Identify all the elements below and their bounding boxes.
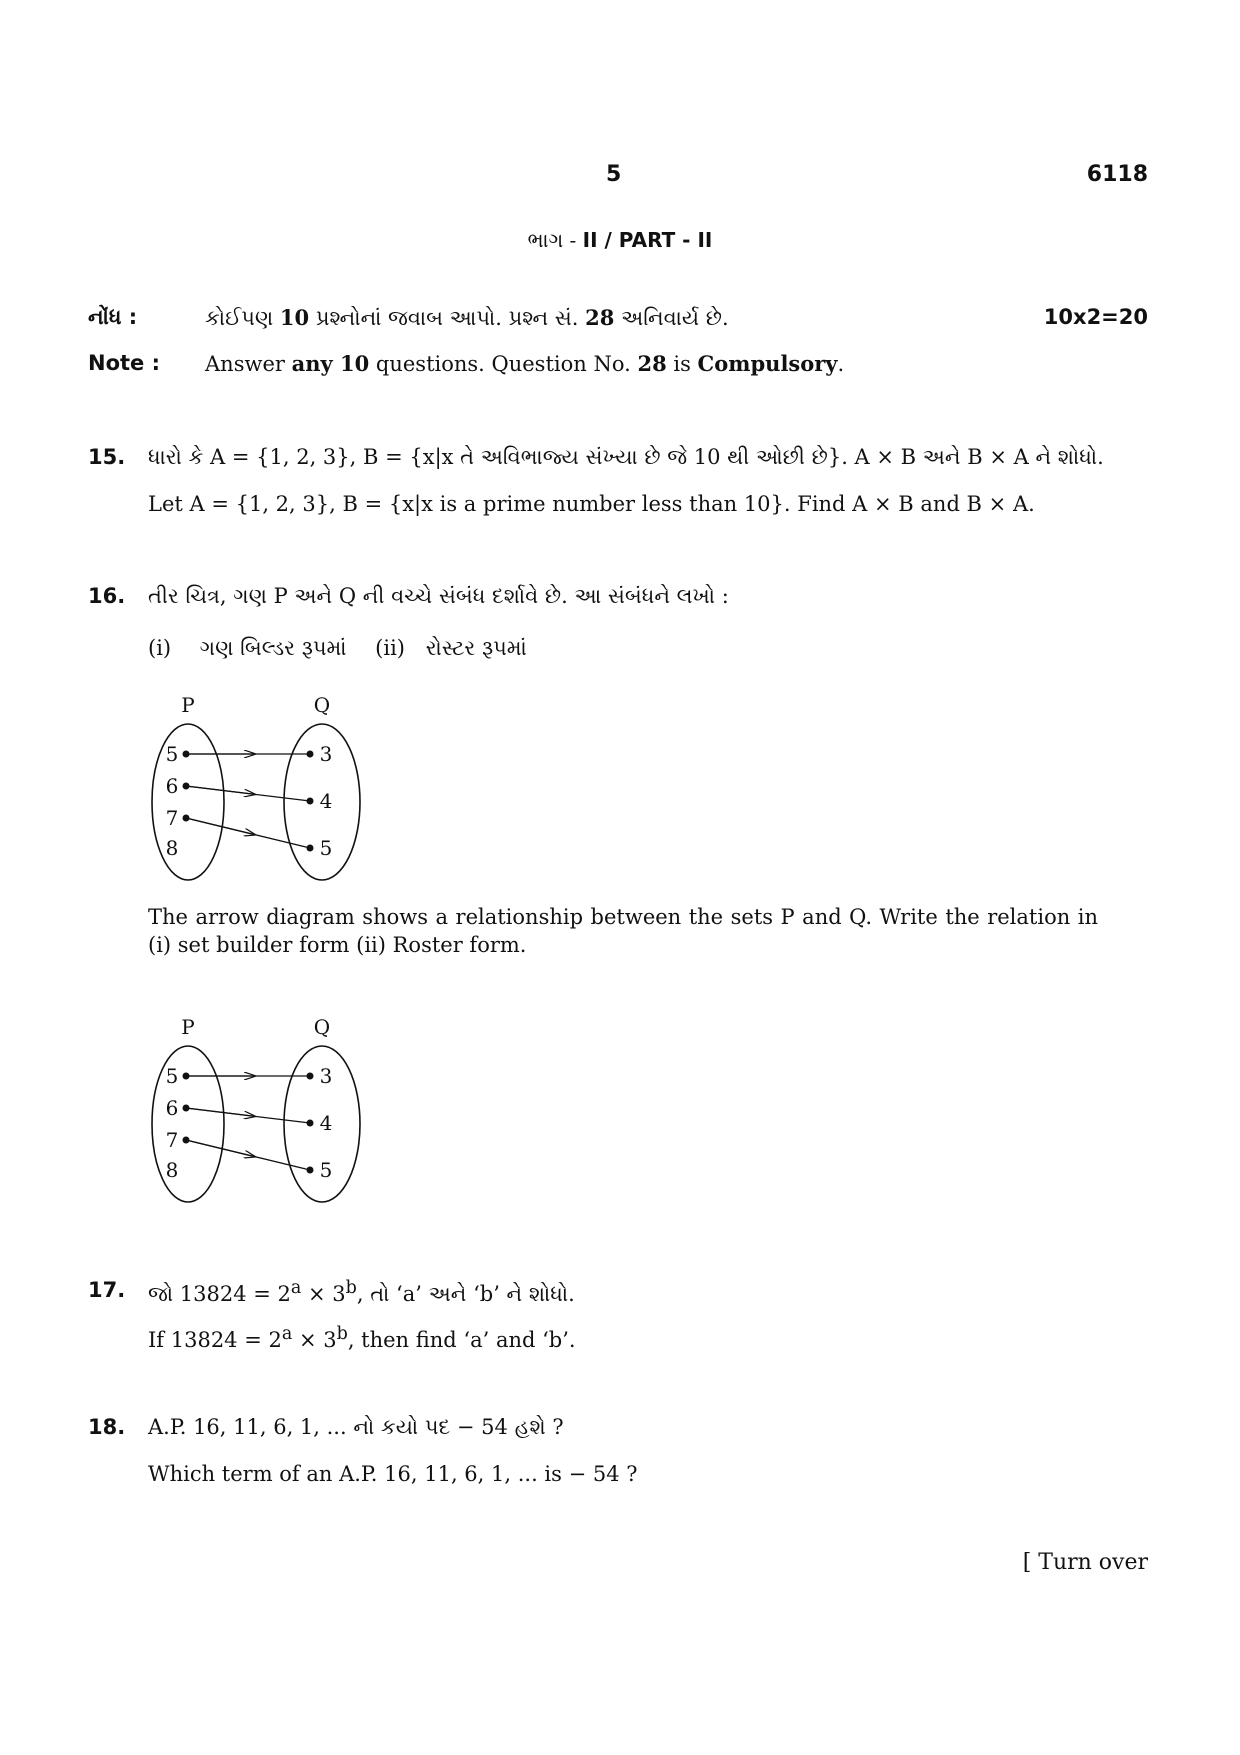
- set-p-element: 5: [165, 742, 179, 766]
- question-18-english: Which term of an A.P. 16, 11, 6, 1, ... is − 54 ?: [148, 1462, 638, 1486]
- set-q-element: 5: [319, 836, 333, 860]
- subpart-i-label: (i): [148, 636, 172, 660]
- set-q-label: Q: [313, 1015, 331, 1039]
- q17-en-part: , then find ‘a’ and ‘b’.: [347, 1328, 576, 1352]
- part-heading: [0, 228, 1240, 252]
- set-p-element: 7: [165, 806, 179, 830]
- q17-gu-exponent: b: [345, 1278, 357, 1298]
- set-p-element: 7: [165, 1128, 179, 1152]
- set-q-element: 4: [319, 789, 333, 813]
- set-p-ellipse: [152, 724, 224, 880]
- set-p-element: 6: [165, 774, 179, 798]
- q17-gu-exponent: a: [290, 1278, 302, 1298]
- q17-en-part: If 13824 = 2: [148, 1328, 282, 1352]
- note-english-label: Note :: [88, 351, 160, 375]
- note-english-text: [205, 351, 844, 376]
- question-18-number: 18.: [88, 1415, 126, 1439]
- note-en-bold: 28: [637, 351, 667, 376]
- arrow-line: [186, 786, 310, 801]
- question-17-english: [148, 1324, 576, 1352]
- arrow-line: [186, 818, 310, 848]
- turn-over-note: [ Turn over: [1022, 1550, 1148, 1575]
- note-gujarati-label: નોંધ :: [88, 305, 138, 329]
- part-heading-gujarati: ભાગ -: [527, 228, 583, 252]
- q17-en-part: × 3: [292, 1328, 337, 1352]
- q17-en-exponent: a: [281, 1324, 293, 1344]
- question-15-number: 15.: [88, 445, 126, 469]
- question-16-english: The arrow diagram shows a relationship between the sets P and Q. Write the relation in (i) set builder form (ii) Roster form.: [148, 905, 1098, 957]
- set-p-element: 5: [165, 1064, 179, 1088]
- note-en-bold: any 10: [291, 351, 370, 376]
- set-p-label: P: [181, 1015, 195, 1039]
- arrow-line: [186, 1108, 310, 1123]
- note-en-part: Answer: [205, 352, 292, 376]
- note-gujarati-text: [205, 305, 729, 331]
- q17-gu-part: × 3: [301, 1282, 346, 1306]
- set-p-ellipse: [152, 1046, 224, 1202]
- question-15-english: Let A = {1, 2, 3}, B = {x|x is a prime number less than 10}. Find A × B and B × A.: [148, 492, 1035, 516]
- q17-gu-part: જો 13824 = 2: [148, 1282, 291, 1306]
- question-17-number: 17.: [88, 1278, 126, 1302]
- question-16-gujarati: તીર ચિત્ર, ગણ P અને Q ની વચ્ચે સંબંધ દર્શાવે છે. આ સંબંધને લખો :: [148, 584, 729, 608]
- set-p-element: 8: [165, 836, 179, 860]
- part-heading-roman: II / PART - II: [582, 228, 713, 252]
- question-15-gujarati: ધારો કે A = {1, 2, 3}, B = {x|x તે અવિભાજ્ય સંખ્યા છે જે 10 થી ઓછી છે}. A × B અને B × A ને શોધો.: [148, 445, 1104, 469]
- subpart-ii-text: રોસ્ટર રૂપમાં: [425, 636, 527, 660]
- set-q-element: 4: [319, 1111, 333, 1135]
- question-17-gujarati: [148, 1278, 575, 1307]
- set-q-element: 3: [319, 1064, 333, 1088]
- set-p-element: 6: [165, 1096, 179, 1120]
- question-16-number: 16.: [88, 584, 126, 608]
- set-q-label: Q: [313, 693, 331, 717]
- note-gu-part: પ્રશ્નોનાં જવાબ આપો. પ્રશ્ન સં.: [309, 306, 586, 330]
- q17-en-exponent: b: [336, 1324, 348, 1344]
- question-16-subparts: [148, 636, 527, 661]
- arrow-line: [186, 1140, 310, 1170]
- note-en-part: questions. Question No.: [369, 352, 638, 376]
- set-p-label: P: [181, 693, 195, 717]
- arrow-diagram-gujarati: [140, 690, 380, 890]
- paper-code: 6118: [1086, 162, 1148, 187]
- note-gu-part: કોઈપણ: [205, 306, 280, 330]
- subpart-ii-label: (ii): [375, 636, 405, 660]
- page-number: 5: [606, 162, 622, 187]
- marks-allotment: 10x2=20: [1043, 305, 1148, 329]
- set-q-element: 3: [319, 742, 333, 766]
- note-gu-bold: 10: [279, 305, 310, 330]
- note-en-bold: Compulsory: [697, 351, 838, 376]
- arrow-diagram-english: [140, 1012, 380, 1212]
- set-q-element: 5: [319, 1158, 333, 1182]
- question-18-gujarati: A.P. 16, 11, 6, 1, ... નો કયો પદ − 54 હશે ?: [148, 1415, 564, 1439]
- subpart-i-text: ગણ બિલ્ડર રૂપમાં: [199, 636, 347, 660]
- note-en-part: is: [666, 352, 698, 376]
- q17-gu-part: , તો ‘a’ અને ‘b’ ને શોધો.: [356, 1282, 575, 1306]
- set-p-element: 8: [165, 1158, 179, 1182]
- note-gu-part: અનિવાર્ય છે.: [614, 306, 729, 330]
- note-en-part: .: [837, 352, 845, 376]
- note-gu-bold: 28: [585, 305, 615, 330]
